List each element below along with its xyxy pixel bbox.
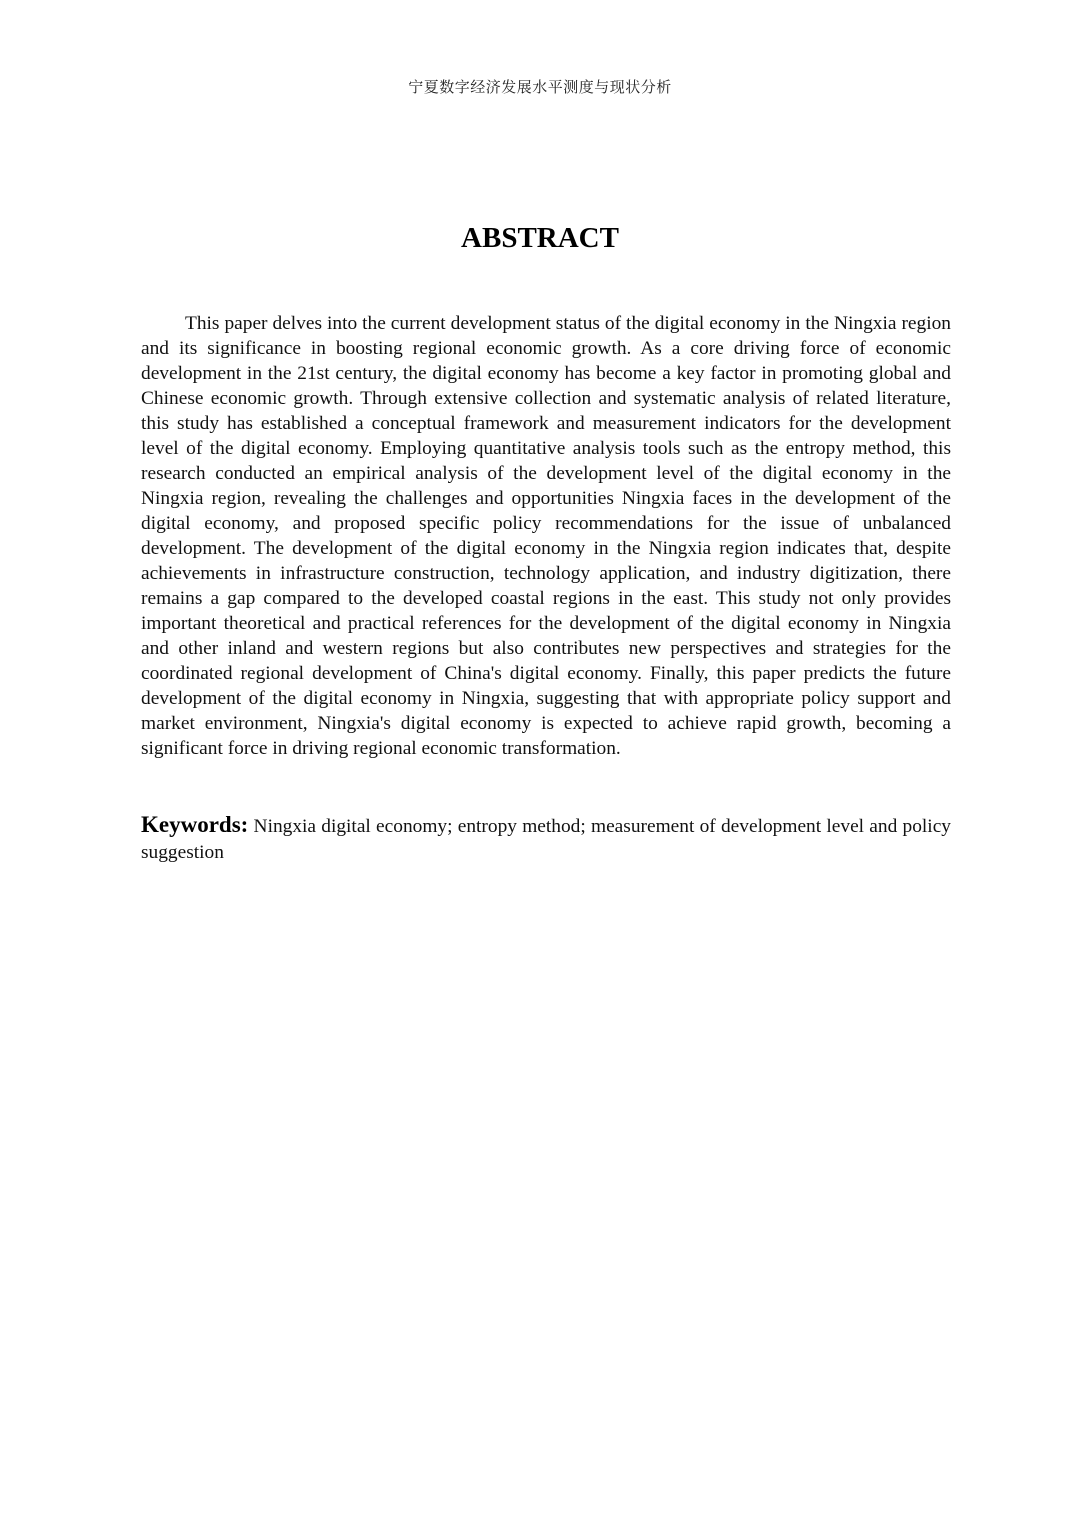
keywords-text: Ningxia digital economy; entropy method; measurement of development level and policy suggestion bbox=[141, 816, 951, 863]
running-header: 宁夏数字经济发展水平测度与现状分析 bbox=[408, 78, 672, 96]
abstract-title: ABSTRACT bbox=[461, 222, 619, 254]
keywords-paragraph bbox=[141, 812, 951, 866]
abstract-body: This paper delves into the current development status of the digital economy in the Ningxia region and its significance in boosting regional economic growth. As a core driving force of economic development in the 21st century, the digital economy has become a key factor in promoting global and Chinese economic growth. Through extensive collection and systematic analysis of related literature, this study has established a conceptual framework and measurement indicators for the development level of the digital economy. Employing quantitative analysis tools such as the entropy method, this research conducted an empirical analysis of the development level of the digital economy in the Ningxia region, revealing the challenges and opportunities Ningxia faces in the development of the digital economy, and proposed specific policy recommendations for the issue of unbalanced development. The development of the digital economy in the Ningxia region indicates that, despite achievements in infrastructure construction, technology application, and industry digitization, there remains a gap compared to the developed coastal regions in the east. This study not only provides important theoretical and practical references for the development of the digital economy in Ningxia and other inland and western regions but also contributes new perspectives and strategies for the coordinated regional development of China's digital economy. Finally, this paper predicts the future development of the digital economy in Ningxia, suggesting that with appropriate policy support and market environment, Ningxia's digital economy is expected to achieve rapid growth, becoming a significant force in driving regional economic transformation. bbox=[141, 313, 951, 759]
keywords-label: Keywords: bbox=[141, 812, 249, 837]
